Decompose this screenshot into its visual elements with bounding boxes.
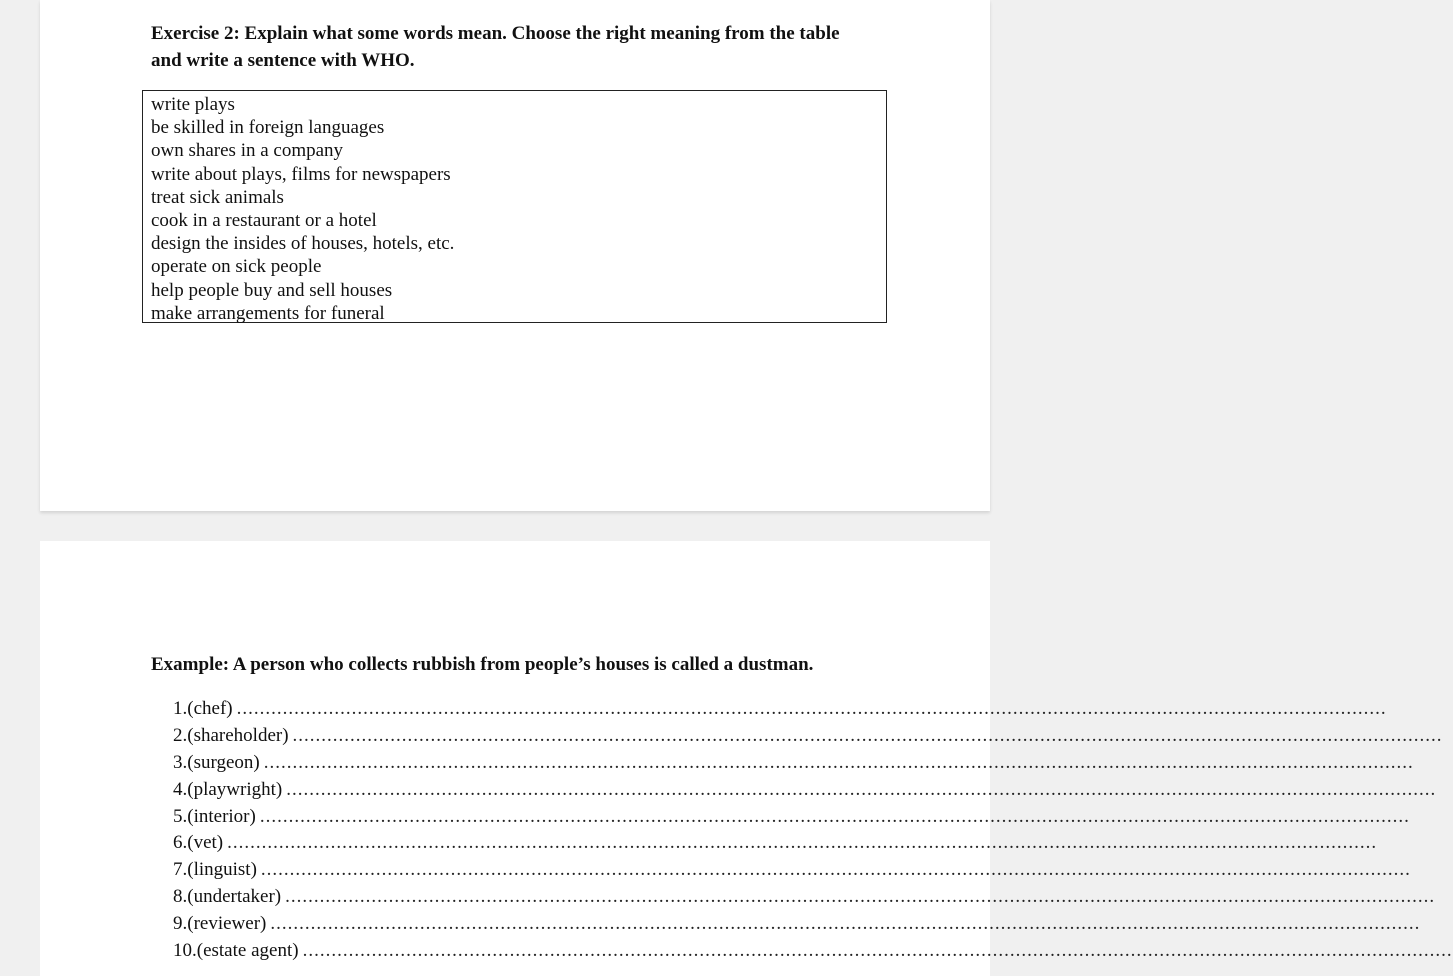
meaning-item: own shares in a company (151, 140, 344, 162)
meaning-item: operate on sick people (151, 256, 322, 278)
item-number: 10. (173, 940, 197, 962)
item-number: 2. (173, 724, 188, 746)
item-word: (chef) (187, 698, 233, 719)
meaning-item: write plays (151, 94, 235, 115)
exercise-item (173, 804, 1410, 831)
meanings-table (142, 90, 887, 323)
example-sentence: Example: A person who collects rubbish from people’s houses is called a dustman. (151, 654, 814, 675)
page-1 (40, 0, 990, 511)
item-word: (interior) (187, 805, 256, 827)
item-word: (shareholder) (187, 724, 289, 746)
page-2 (40, 541, 1453, 976)
meaning-item: write about plays, films for newspapers (151, 163, 451, 185)
exercise-item (173, 911, 1421, 938)
meanings-list (143, 91, 886, 325)
answer-dotted-line[interactable]: ........................................................................................................................................................................................................ (292, 724, 1443, 746)
item-word: (undertaker) (187, 886, 282, 908)
exercise-item (173, 884, 1436, 911)
meaning-item: design the insides of houses, hotels, etc. (151, 233, 455, 255)
meaning-item: cook in a restaurant or a hotel (151, 210, 377, 232)
exercise-item (173, 696, 1387, 723)
answer-dotted-line[interactable]: ........................................................................................................................................................................................................ (286, 778, 1437, 800)
answer-dotted-line[interactable]: ........................................................................................................................................................................................................ (236, 698, 1387, 719)
item-number: 5. (173, 805, 188, 827)
answer-dotted-line[interactable]: ........................................................................................................................................................................................................ (260, 859, 1411, 881)
exercise-item (173, 723, 1443, 750)
exercise-item (173, 777, 1437, 804)
item-number: 1. (173, 698, 188, 719)
item-number: 3. (173, 751, 188, 773)
item-word: (surgeon) (187, 751, 260, 773)
answer-dotted-line[interactable]: ........................................................................................................................................................................................................ (302, 940, 1453, 962)
item-number: 7. (173, 859, 188, 881)
answer-dotted-line[interactable]: ........................................................................................................................................................................................................ (270, 913, 1421, 935)
exercise-item (173, 938, 1453, 965)
meaning-item: treat sick animals (151, 186, 284, 208)
item-number: 6. (173, 832, 188, 854)
item-number: 8. (173, 886, 188, 908)
exercise-item (173, 830, 1378, 857)
exercise-title: Exercise 2: Explain what some words mean. Choose the right meaning from the table and write a sentence with WHO. (151, 23, 840, 71)
meaning-item: be skilled in foreign languages (151, 117, 385, 139)
item-number: 4. (173, 778, 188, 800)
item-word: (reviewer) (187, 913, 267, 935)
answer-dotted-line[interactable]: ........................................................................................................................................................................................................ (227, 832, 1378, 854)
meaning-item: make arrangements for funeral (151, 302, 385, 324)
answer-dotted-line[interactable]: ........................................................................................................................................................................................................ (263, 751, 1414, 773)
exercise-item (173, 857, 1411, 884)
exercise-item (173, 750, 1414, 777)
meaning-item: help people buy and sell houses (151, 279, 393, 301)
item-word: (linguist) (187, 859, 257, 881)
item-number: 9. (173, 913, 188, 935)
answer-dotted-line[interactable]: ........................................................................................................................................................................................................ (285, 886, 1436, 908)
item-word: (estate agent) (196, 940, 299, 962)
item-word: (playwright) (187, 778, 283, 800)
answer-dotted-line[interactable]: ........................................................................................................................................................................................................ (259, 805, 1410, 827)
item-word: (vet) (187, 832, 224, 854)
exercise-items (173, 696, 1453, 965)
